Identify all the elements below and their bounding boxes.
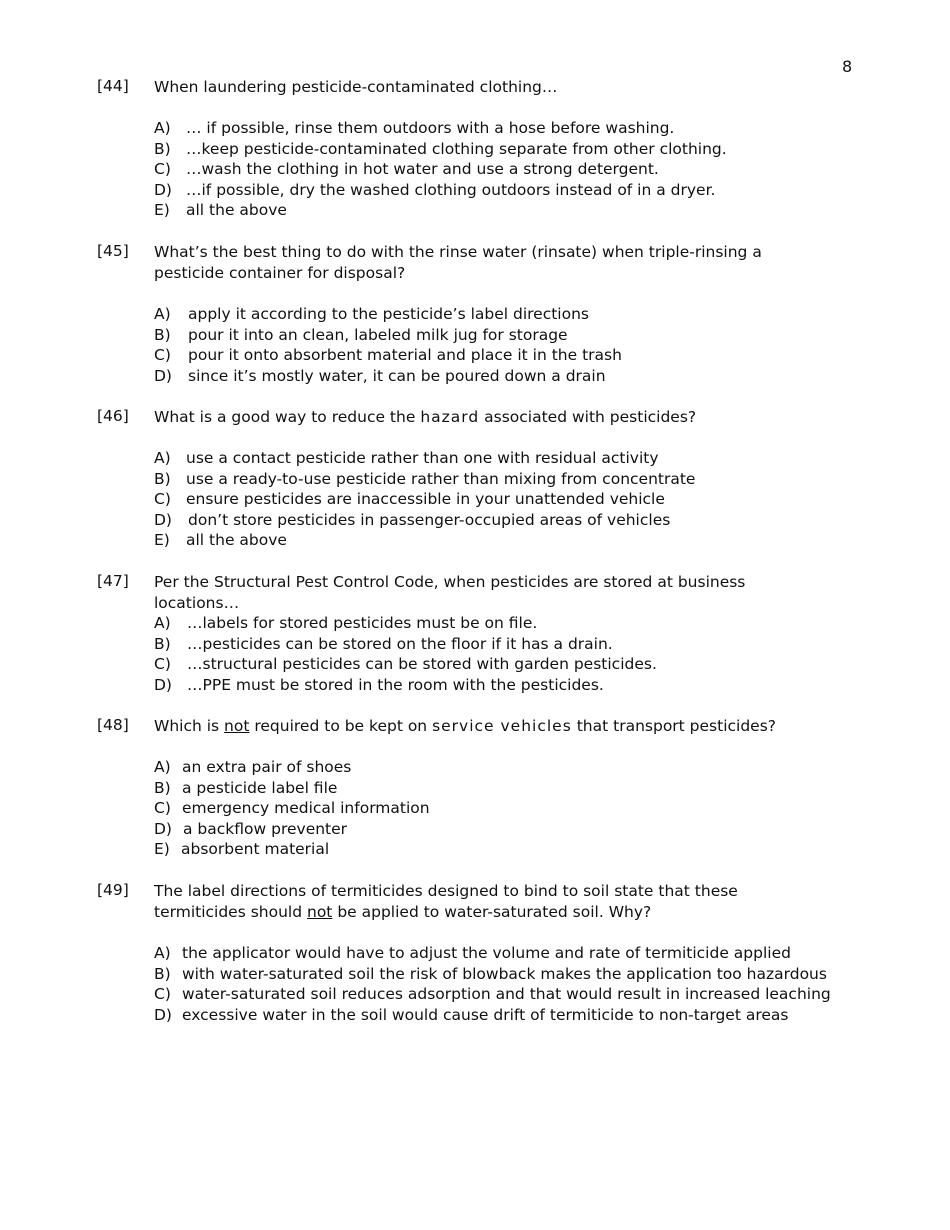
option-letter: E) xyxy=(154,531,170,550)
option-letter: B) xyxy=(154,778,171,797)
option-text: … if possible, rinse them outdoors with a hose before washing. xyxy=(186,119,675,137)
option-text: use a contact pesticide rather than one with residual activity xyxy=(186,449,659,467)
option-text: all the above xyxy=(186,531,287,550)
option-letter: B) xyxy=(154,964,171,983)
question-text: Per the Structural Pest Control Code, when pesticides are stored at business locations… xyxy=(154,573,746,612)
option-e xyxy=(154,530,695,551)
question-text: When laundering pesticide-contaminated clothing… xyxy=(154,78,558,96)
option-text: a pesticide label file xyxy=(182,778,338,797)
option-c xyxy=(154,489,695,510)
option-text: ensure pesticides are inaccessible in your unattended vehicle xyxy=(186,490,665,509)
option-text: excessive water in the soil would cause drift of termiticide to non-target areas xyxy=(182,1005,789,1024)
page-number: 8 xyxy=(842,57,853,76)
option-b xyxy=(154,634,657,655)
question-number: [44] xyxy=(97,77,129,95)
answer-options xyxy=(154,613,657,695)
answer-options xyxy=(154,118,727,221)
option-a xyxy=(154,943,831,964)
option-text: a backflow preventer xyxy=(183,819,348,838)
emphasized-term: service vehicles xyxy=(432,717,572,735)
option-letter: D) xyxy=(154,819,172,838)
option-d xyxy=(154,675,657,696)
option-b xyxy=(154,325,622,346)
option-letter: D) xyxy=(154,510,172,529)
option-letter: D) xyxy=(154,1005,172,1024)
option-text: emergency medical information xyxy=(182,799,430,818)
option-text: …if possible, dry the washed clothing outdoors instead of in a dryer. xyxy=(186,180,716,199)
option-d xyxy=(154,1005,831,1026)
option-letter: A) xyxy=(154,944,171,962)
option-letter: E) xyxy=(154,201,170,220)
option-letter: C) xyxy=(154,799,171,818)
question-text: The label directions of termiticides designed to bind to soil state that these termiticides should not be applied to water-saturated soil. Why? xyxy=(154,882,738,921)
question-number: [48] xyxy=(97,716,129,734)
option-letter: C) xyxy=(154,655,171,674)
option-a xyxy=(154,757,430,778)
question-number: [46] xyxy=(97,407,129,425)
option-letter: C) xyxy=(154,490,171,509)
option-a xyxy=(154,118,727,139)
option-letter: A) xyxy=(154,449,171,467)
option-e xyxy=(154,200,727,221)
option-text: an extra pair of shoes xyxy=(182,758,352,776)
underlined-word: not xyxy=(307,903,333,921)
option-d xyxy=(154,180,727,201)
option-e xyxy=(154,839,430,860)
option-text: apply it according to the pesticide’s label directions xyxy=(188,305,589,323)
option-text: with water-saturated soil the risk of blowback makes the application too hazardous xyxy=(182,964,827,983)
option-text: don’t store pesticides in passenger-occupied areas of vehicles xyxy=(188,510,671,529)
option-c xyxy=(154,654,657,675)
option-text: …wash the clothing in hot water and use a strong detergent. xyxy=(186,160,659,179)
question-text: What’s the best thing to do with the rinse water (rinsate) when triple-rinsing a pesticide container for disposal? xyxy=(154,243,762,282)
option-letter: B) xyxy=(154,325,171,344)
option-d xyxy=(154,819,430,840)
question-number: [45] xyxy=(97,242,129,260)
option-letter: D) xyxy=(154,675,172,694)
option-text: use a ready-to-use pesticide rather than mixing from concentrate xyxy=(186,469,696,488)
option-letter: B) xyxy=(154,139,171,158)
answer-options xyxy=(154,757,430,860)
option-text: …keep pesticide-contaminated clothing separate from other clothing. xyxy=(186,139,727,158)
option-d xyxy=(154,366,622,387)
question-number: [49] xyxy=(97,881,129,899)
question-text: Which is not required to be kept on service vehicles that transport pesticides? xyxy=(154,717,777,735)
option-letter: A) xyxy=(154,758,171,776)
option-letter: A) xyxy=(154,614,171,632)
underlined-word: not xyxy=(224,717,250,735)
option-b xyxy=(154,964,831,985)
question-number: [47] xyxy=(97,572,129,590)
option-text: the applicator would have to adjust the volume and rate of termiticide applied xyxy=(182,944,791,962)
answer-options xyxy=(154,448,695,551)
option-text: all the above xyxy=(186,201,287,220)
option-text: …labels for stored pesticides must be on file. xyxy=(187,614,538,632)
option-letter: A) xyxy=(154,305,171,323)
option-a xyxy=(154,448,695,469)
answer-options xyxy=(154,943,831,1025)
option-letter: B) xyxy=(154,634,171,653)
option-c xyxy=(154,159,727,180)
option-d xyxy=(154,510,695,531)
option-c xyxy=(154,345,622,366)
option-text: pour it into an clean, labeled milk jug for storage xyxy=(188,325,568,344)
emphasized-term: hazard xyxy=(420,408,480,426)
option-b xyxy=(154,778,430,799)
option-text: since it’s mostly water, it can be poured down a drain xyxy=(188,366,606,385)
option-text: pour it onto absorbent material and place it in the trash xyxy=(188,346,622,365)
option-c xyxy=(154,984,831,1005)
option-c xyxy=(154,798,430,819)
option-letter: D) xyxy=(154,180,172,199)
option-letter: D) xyxy=(154,366,172,385)
option-a xyxy=(154,613,657,634)
option-letter: C) xyxy=(154,346,171,365)
option-letter: B) xyxy=(154,469,171,488)
option-letter: E) xyxy=(154,840,170,859)
question-text: What is a good way to reduce the hazard associated with pesticides? xyxy=(154,408,697,426)
option-a xyxy=(154,304,622,325)
option-text: …structural pesticides can be stored with garden pesticides. xyxy=(187,655,657,674)
option-text: …pesticides can be stored on the floor if it has a drain. xyxy=(187,634,613,653)
option-text: water-saturated soil reduces adsorption and that would result in increased leaching xyxy=(182,985,831,1004)
answer-options xyxy=(154,304,622,386)
option-b xyxy=(154,469,695,490)
option-letter: A) xyxy=(154,119,171,137)
option-b xyxy=(154,139,727,160)
option-letter: C) xyxy=(154,985,171,1004)
option-letter: C) xyxy=(154,160,171,179)
option-text: …PPE must be stored in the room with the pesticides. xyxy=(187,675,604,694)
option-text: absorbent material xyxy=(181,840,330,859)
